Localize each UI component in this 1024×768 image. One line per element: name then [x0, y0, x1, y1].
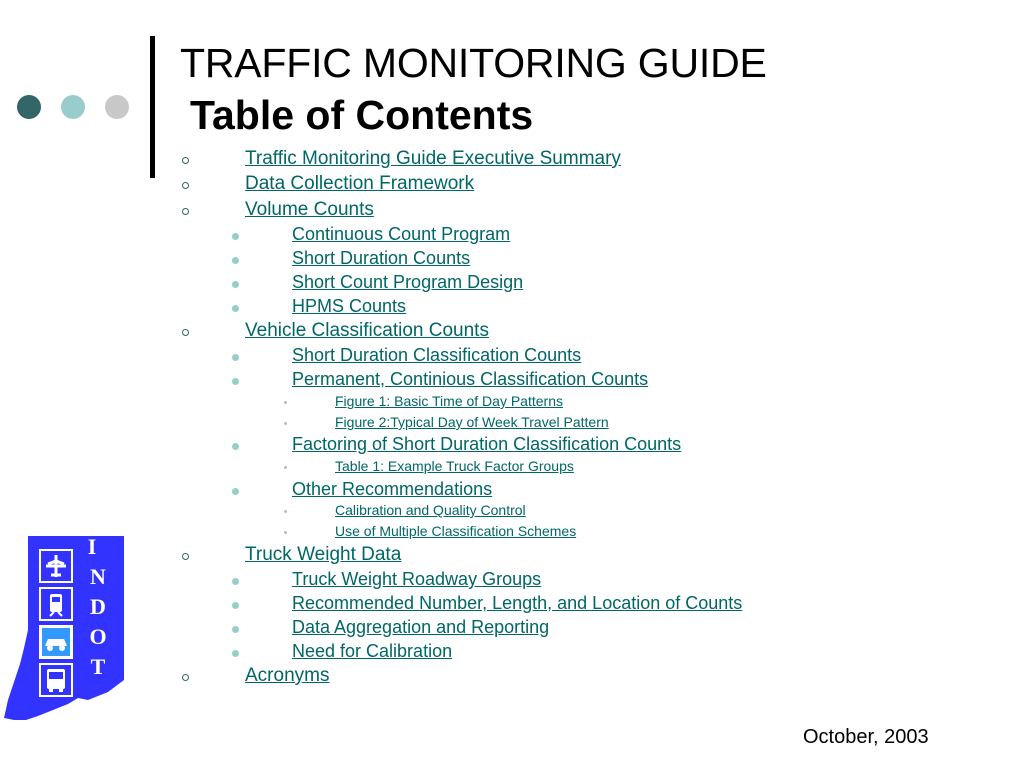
toc-bullet-icon: [182, 329, 189, 336]
toc-link[interactable]: Continuous Count Program: [292, 224, 511, 244]
toc-item: [245, 320, 489, 342]
toc-bullet-icon: [182, 182, 189, 189]
toc-item: [292, 345, 581, 366]
toc-bullet-icon: [232, 233, 239, 240]
toc-link[interactable]: Volume Counts: [245, 199, 374, 220]
toc-item: [335, 502, 526, 520]
toc-bullet-icon: [232, 626, 239, 633]
toc-bullet-icon: [232, 305, 239, 312]
toc-link[interactable]: Short Duration Classification Counts: [292, 345, 582, 365]
toc-link[interactable]: Factoring of Short Duration Classification Counts: [292, 434, 682, 454]
toc-bullet-icon: [284, 401, 287, 404]
toc-item: [245, 199, 374, 221]
toc-link[interactable]: Calibration and Quality Control: [335, 502, 526, 518]
toc-link[interactable]: Data Collection Framework: [245, 173, 475, 194]
toc-item: [292, 617, 549, 638]
toc-item: [292, 479, 492, 500]
toc-item: [335, 393, 563, 411]
toc-item: [335, 458, 574, 476]
toc-bullet-icon: [284, 531, 287, 534]
toc-item: [292, 593, 742, 614]
logo-letter-1: I: [87, 534, 97, 559]
toc-link[interactable]: Figure 1: Basic Time of Day Patterns: [335, 393, 563, 409]
logo-letter-3: D: [90, 594, 106, 619]
toc-item: [292, 296, 406, 317]
toc-bullet-icon: [232, 488, 239, 495]
toc-link[interactable]: Acronyms: [245, 665, 330, 686]
toc-link[interactable]: Short Duration Counts: [292, 248, 471, 268]
toc-bullet-icon: [232, 578, 239, 585]
toc-bullet-icon: [182, 208, 189, 215]
toc-bullet-icon: [284, 466, 287, 469]
toc-item: [245, 544, 401, 566]
toc-item: [245, 148, 621, 170]
logo-letter-2: N: [90, 564, 106, 589]
toc-item: [335, 523, 576, 541]
toc-link[interactable]: Figure 2:Typical Day of Week Travel Pattern: [335, 414, 609, 430]
toc-item: [292, 641, 452, 662]
toc-item: [245, 173, 474, 195]
toc-link[interactable]: Truck Weight Data: [245, 544, 402, 565]
toc-bullet-icon: [232, 650, 239, 657]
toc-link[interactable]: Other Recommendations: [292, 479, 493, 499]
toc-link[interactable]: Traffic Monitoring Guide Executive Summary: [245, 148, 621, 169]
toc-item: [292, 224, 510, 245]
toc-bullet-icon: [284, 510, 287, 513]
toc-item: [292, 569, 541, 590]
toc-item: [292, 369, 648, 390]
toc-bullet-icon: [232, 257, 239, 264]
toc-bullet-icon: [232, 602, 239, 609]
footer-date: October, 2003: [803, 726, 929, 748]
toc-item: [292, 248, 470, 269]
page-title: TRAFFIC MONITORING GUIDE: [180, 40, 767, 86]
toc-bullet-icon: [232, 443, 239, 450]
toc-bullet-icon: [182, 553, 189, 560]
toc-bullet-icon: [232, 354, 239, 361]
indot-logo: [0, 530, 130, 730]
toc-link[interactable]: HPMS Counts: [292, 296, 407, 316]
toc-bullet-icon: [284, 422, 287, 425]
toc-link[interactable]: Short Count Program Design: [292, 272, 524, 292]
toc-item: [245, 665, 329, 687]
toc-item: [335, 414, 609, 432]
toc-bullet-icon: [182, 157, 189, 164]
toc-bullet-icon: [182, 674, 189, 681]
toc-link[interactable]: Truck Weight Roadway Groups: [292, 569, 542, 589]
toc-bullet-icon: [232, 281, 239, 288]
logo-letter-5: T: [90, 654, 106, 679]
toc-link[interactable]: Need for Calibration: [292, 641, 453, 661]
toc-item: [292, 434, 681, 455]
toc-link[interactable]: Permanent, Continious Classification Counts: [292, 369, 649, 389]
logo-letter-4: O: [89, 624, 107, 649]
toc-item: [292, 272, 523, 293]
toc-link[interactable]: Recommended Number, Length, and Location of Counts: [292, 593, 743, 613]
toc-link[interactable]: Vehicle Classification Counts: [245, 320, 489, 341]
toc-link[interactable]: Data Aggregation and Reporting: [292, 617, 550, 637]
toc-link[interactable]: Table 1: Example Truck Factor Groups: [335, 458, 574, 474]
toc-bullet-icon: [232, 378, 239, 385]
toc-link[interactable]: Use of Multiple Classification Schemes: [335, 523, 577, 539]
car-icon: [40, 626, 72, 658]
page-subtitle: Table of Contents: [190, 92, 534, 138]
